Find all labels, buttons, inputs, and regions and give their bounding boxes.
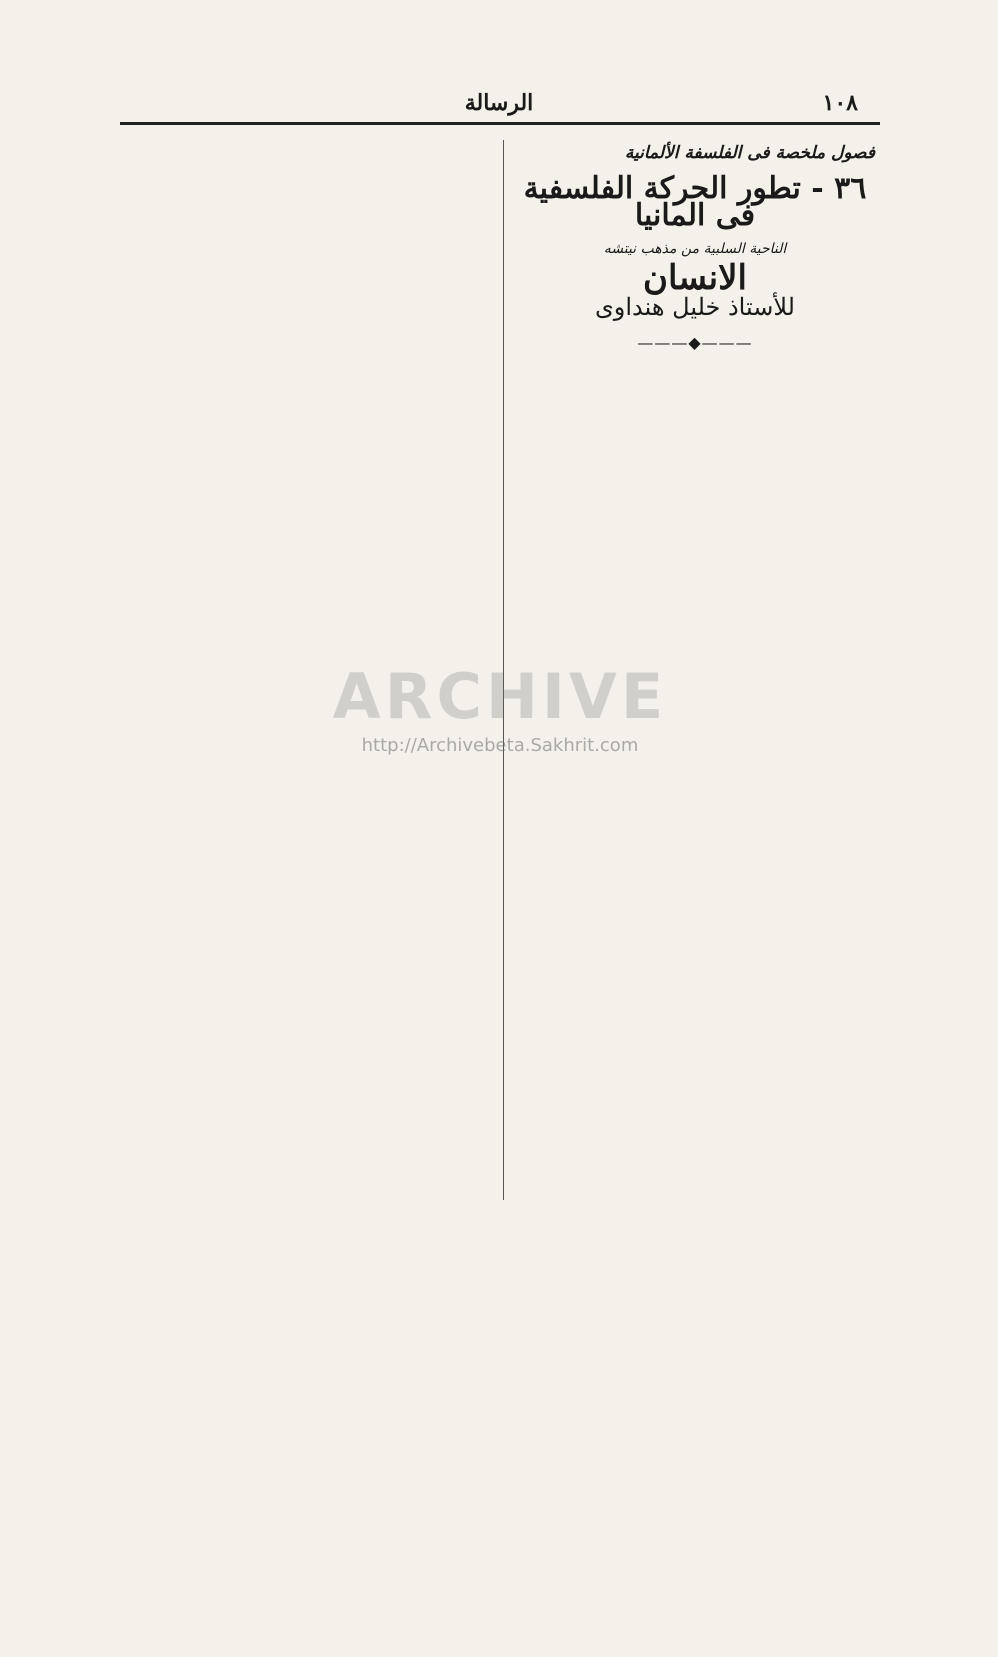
text-line [515, 1439, 875, 1466]
text-line [115, 1549, 495, 1576]
text-line [115, 1063, 495, 1090]
text-line [515, 1007, 875, 1034]
text-line [115, 1360, 495, 1387]
text-line [115, 1225, 495, 1252]
text-line [115, 1495, 495, 1522]
text-line [515, 613, 875, 640]
text-line [515, 451, 875, 478]
text-line [115, 1279, 495, 1306]
running-head [140, 90, 858, 120]
text-line [115, 1468, 495, 1495]
text-line [115, 534, 495, 561]
text-line [115, 1090, 495, 1117]
text-line [515, 775, 875, 802]
series-heading: فصول ملخصة فى الفلسفة الألمانية [624, 143, 875, 163]
text-line [115, 1441, 495, 1468]
text-line [515, 856, 875, 883]
paragraph [115, 140, 495, 437]
text-line [515, 1277, 875, 1304]
text-line [115, 966, 495, 993]
text-line [115, 410, 495, 437]
text-line [115, 329, 495, 356]
text-line [515, 937, 875, 964]
text-line [515, 1493, 875, 1520]
text-line [515, 559, 875, 586]
text-line [515, 1547, 875, 1574]
right-column [515, 140, 875, 1574]
text-line [515, 802, 875, 829]
text-line [115, 561, 495, 588]
text-line [115, 275, 495, 302]
watermark-url: http://Archivebeta.Sakhrit.com [361, 735, 639, 756]
text-line [115, 777, 495, 804]
text-line [515, 586, 875, 613]
text-line [515, 1223, 875, 1250]
archive-watermark: ARCHIVE [332, 660, 668, 733]
text-line [115, 1522, 495, 1549]
text-line [515, 980, 875, 1007]
text-line [115, 885, 495, 912]
text-line [115, 167, 495, 194]
text-line [115, 588, 495, 615]
text-line [115, 1576, 495, 1603]
article-title: ٣٦ - تطور الحركة الفلسفية فى المانيا [523, 171, 867, 234]
text-line [115, 1198, 495, 1225]
text-line [115, 939, 495, 966]
text-line [115, 1414, 495, 1441]
text-line [515, 1358, 875, 1385]
article-subtitle: الناحية السلبية من مذهب نيتشه [603, 240, 787, 257]
text-line [515, 1142, 875, 1169]
article-subject: الانسان [643, 257, 747, 298]
text-line [115, 831, 495, 858]
author-byline: للأستاذ خليل هنداوى [595, 293, 795, 322]
text-line [515, 1034, 875, 1061]
text-line [515, 397, 875, 424]
paragraph [515, 980, 875, 1574]
text-line [115, 248, 495, 275]
text-line [115, 1252, 495, 1279]
text-line [115, 993, 495, 1020]
text-line [115, 1171, 495, 1198]
text-line [515, 1088, 875, 1115]
text-line [515, 1250, 875, 1277]
text-line [115, 302, 495, 329]
text-line [515, 1385, 875, 1412]
left-column [115, 140, 495, 1657]
text-line [115, 1020, 495, 1047]
text-line [515, 1115, 875, 1142]
text-line [115, 480, 495, 507]
header-rule [120, 122, 880, 125]
text-line [115, 507, 495, 534]
text-line [115, 194, 495, 221]
text-line [115, 912, 495, 939]
text-line [515, 1169, 875, 1196]
ornament-divider: ———◆——— [637, 333, 753, 353]
text-line [115, 221, 495, 248]
text-line [515, 1304, 875, 1331]
paragraph [115, 1063, 495, 1657]
text-line [515, 1466, 875, 1493]
text-line [115, 1144, 495, 1171]
text-line [515, 1061, 875, 1088]
text-line [115, 1630, 495, 1657]
text-line [515, 910, 875, 937]
text-line [115, 804, 495, 831]
text-line [515, 370, 875, 397]
text-line [515, 424, 875, 451]
text-line [115, 356, 495, 383]
text-line [115, 615, 495, 642]
text-line [515, 1331, 875, 1358]
text-line [515, 829, 875, 856]
text-line [115, 1117, 495, 1144]
text-line [115, 453, 495, 480]
text-line [115, 1387, 495, 1414]
text-line [115, 1306, 495, 1333]
text-line [515, 1196, 875, 1223]
page-number: ١٠٨ [822, 90, 858, 116]
text-line [115, 383, 495, 410]
text-line [515, 505, 875, 532]
text-line [515, 532, 875, 559]
text-line [115, 140, 495, 167]
text-line [515, 478, 875, 505]
text-line [515, 1520, 875, 1547]
text-line [515, 883, 875, 910]
text-line [515, 1412, 875, 1439]
journal-title: الرسالة [464, 90, 534, 116]
text-line [115, 1603, 495, 1630]
text-line [115, 858, 495, 885]
